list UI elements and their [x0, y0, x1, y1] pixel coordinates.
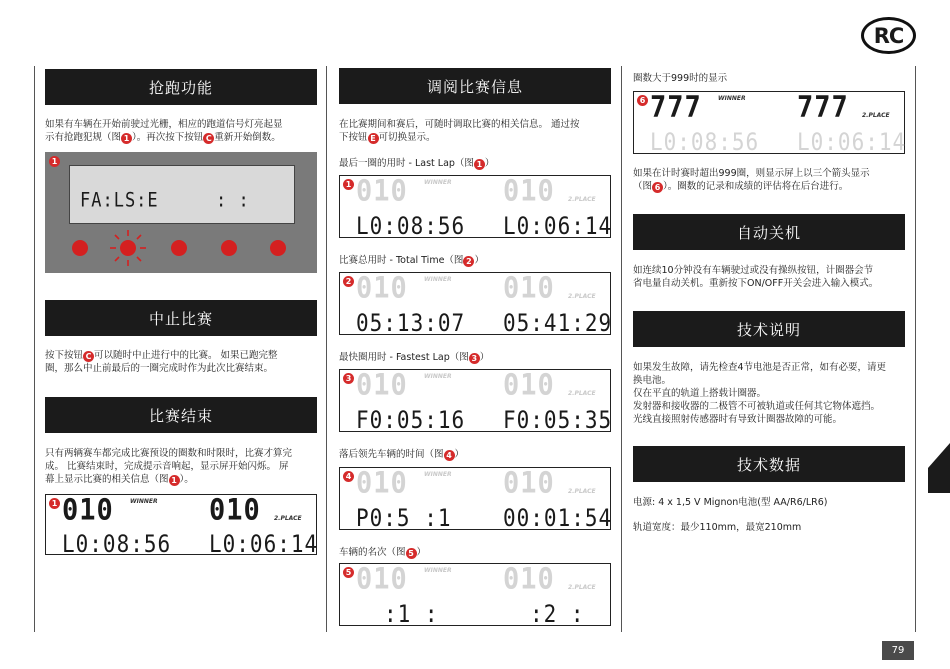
page-tab-marker-body	[928, 468, 950, 493]
time-1: L0:08:56	[650, 128, 760, 156]
false-start-display	[69, 165, 295, 224]
time-1: L0:08:56	[62, 530, 172, 558]
winner-label: WINNER	[424, 373, 452, 380]
place-label: 2.PLACE	[274, 515, 302, 522]
caption-over-999: 圈数大于999时的显示	[633, 73, 728, 84]
paragraph-over-999: 如果在计时赛时超出999圈，则显示屏上以三个箭头显示 （图 6 ）。圈数的记录和成绩的评估将在后台进行。	[633, 168, 870, 192]
lap-count-1: 010	[356, 368, 408, 403]
time-2: F0:05:35	[503, 406, 613, 434]
false-colons: : :	[216, 189, 250, 212]
section-header-race-end: 比赛结束	[45, 397, 317, 433]
section-header-auto-off: 自动关机	[633, 214, 905, 250]
paragraph-abort-race: 按下按钮 C 可以随时中止进行中的比赛。 如果已跑完整 圈，那么中止前最后的一圈完成时作为此次比赛结束。	[45, 350, 278, 374]
winner-label: WINNER	[424, 471, 452, 478]
winner-label: WINNER	[424, 276, 452, 283]
spec-power: 电源: 4 x 1,5 V Mignon电池(型 AA/R6/LR6)	[633, 497, 828, 508]
section-header-false-start: 抢跑功能	[45, 69, 317, 105]
place-label: 2.PLACE	[568, 293, 596, 300]
time-2: 00:01:54	[503, 504, 613, 532]
caption-gap-to-leader: 落后领先车辆的时间（图 4 ）	[339, 449, 465, 460]
lap-count-2: 010	[503, 174, 555, 209]
time-2: L0:06:14	[503, 212, 613, 240]
rc-logo: RC	[861, 17, 916, 54]
section-header-race-info: 调阅比赛信息	[339, 68, 611, 104]
time-1: F0:05:16	[356, 406, 466, 434]
spec-track-width: 轨道宽度：最少110mm，最宽210mm	[633, 522, 802, 533]
time-2: L0:06:14	[209, 530, 319, 558]
lcd-display-ranking	[339, 563, 611, 626]
signal-light	[72, 240, 88, 256]
signal-light	[171, 240, 187, 256]
lap-count-1: 010	[62, 493, 114, 528]
figure-badge: 1	[49, 498, 60, 509]
time-1: L0:08:56	[356, 212, 466, 240]
caption-last-lap: 最后一圈的用时 - Last Lap（图 1 ）	[339, 158, 495, 169]
figure-badge: 5	[343, 567, 354, 578]
figure-badge: 4	[343, 471, 354, 482]
lap-count-2: 010	[503, 271, 555, 306]
place-label: 2.PLACE	[862, 112, 890, 119]
lcd-display-gap-to-leader	[339, 467, 611, 530]
column-divider	[915, 66, 916, 632]
rank-1: :1 :	[384, 600, 439, 628]
lap-arrows-2: 777	[797, 90, 849, 125]
button-e-icon: E	[368, 133, 379, 144]
lap-count-2: 010	[209, 493, 261, 528]
place-label: 2.PLACE	[568, 584, 596, 591]
button-c-icon: C	[203, 133, 214, 144]
page-number: 79	[882, 641, 914, 660]
lap-count-2: 010	[503, 466, 555, 501]
flash-rays-icon	[108, 228, 148, 268]
column-divider	[621, 66, 622, 632]
lap-count-2: 010	[503, 562, 555, 597]
section-header-technical-notes: 技术说明	[633, 311, 905, 347]
lap-count-1: 010	[356, 174, 408, 209]
lcd-display-over-999	[633, 91, 905, 154]
place-label: 2.PLACE	[568, 390, 596, 397]
figure-badge: 6	[637, 95, 648, 106]
false-start-figure	[45, 152, 317, 273]
lap-count-1: 010	[356, 466, 408, 501]
caption-total-time: 比赛总用时 - Total Time（图 2 ）	[339, 255, 484, 266]
lcd-display-last-lap	[339, 175, 611, 238]
paragraph-false-start: 如果有车辆在开始前驶过光栅，相应的跑道信号灯亮起显 示有抢跑犯规（图 1 ）。再次按下按钮 C 重新开始倒数。	[45, 119, 283, 143]
time-1: 05:13:07	[356, 309, 466, 337]
winner-label: WINNER	[424, 179, 452, 186]
section-header-technical-data: 技术数据	[633, 446, 905, 482]
lcd-display-total-time	[339, 272, 611, 335]
signal-light	[270, 240, 286, 256]
place-label: 2.PLACE	[568, 488, 596, 495]
button-c-icon: C	[83, 351, 94, 362]
caption-fastest-lap: 最快圈用时 - Fastest Lap（图 3 ）	[339, 352, 490, 363]
paragraph-technical-notes: 如果发生故障，请先检查4节电池是否正常，如有必要，请更 换电池。 仅在平直的轨道上搭载计圈器。 发射器和接收器的二极管不可被轨道或任何其它物体遮挡。 光线直接照射传感器时有导致计圈器故障的可能。	[633, 362, 887, 425]
lcd-display-fastest-lap	[339, 369, 611, 432]
paragraph-race-info: 在比赛期间和赛后，可随时调取比赛的相关信息。 通过按 下按钮 E 可切换显示。	[339, 119, 580, 143]
paragraph-race-end: 只有两辆赛车都完成比赛预设的圈数和时限时，比赛才算完 成。 比赛结束时，完成提示音响起，显示屏开始闪烁。 屏 幕上显示比赛的相关信息（图 1 ）。	[45, 448, 293, 485]
figure-badge: 1	[49, 156, 60, 167]
lap-arrows-1: 777	[650, 90, 702, 125]
column-divider	[34, 66, 35, 632]
paragraph-auto-off: 如连续10分钟没有车辆驶过或没有操纵按钮，计圈器会节 省电量自动关机。重新按下ON/OFF开关会进入输入模式。	[633, 265, 879, 289]
winner-label: WINNER	[718, 95, 746, 102]
figure-badge: 1	[343, 179, 354, 190]
winner-label: WINNER	[130, 498, 158, 505]
lap-count-1: 010	[356, 562, 408, 597]
winner-label: WINNER	[424, 567, 452, 574]
time-1: P0:5 :1	[356, 504, 452, 532]
false-text: FA:LS:E	[80, 189, 159, 212]
signal-light	[221, 240, 237, 256]
rank-2: :2 :	[530, 600, 585, 628]
column-divider	[326, 66, 327, 632]
time-2: L0:06:14	[797, 128, 907, 156]
figure-badge: 3	[343, 373, 354, 384]
time-2: 05:41:29	[503, 309, 613, 337]
lap-count-1: 010	[356, 271, 408, 306]
place-label: 2.PLACE	[568, 196, 596, 203]
lcd-display-race-end	[45, 493, 319, 558]
figure-badge: 2	[343, 276, 354, 287]
section-header-abort-race: 中止比赛	[45, 300, 317, 336]
caption-ranking: 车辆的名次（图 5 ）	[339, 547, 427, 558]
lap-count-2: 010	[503, 368, 555, 403]
